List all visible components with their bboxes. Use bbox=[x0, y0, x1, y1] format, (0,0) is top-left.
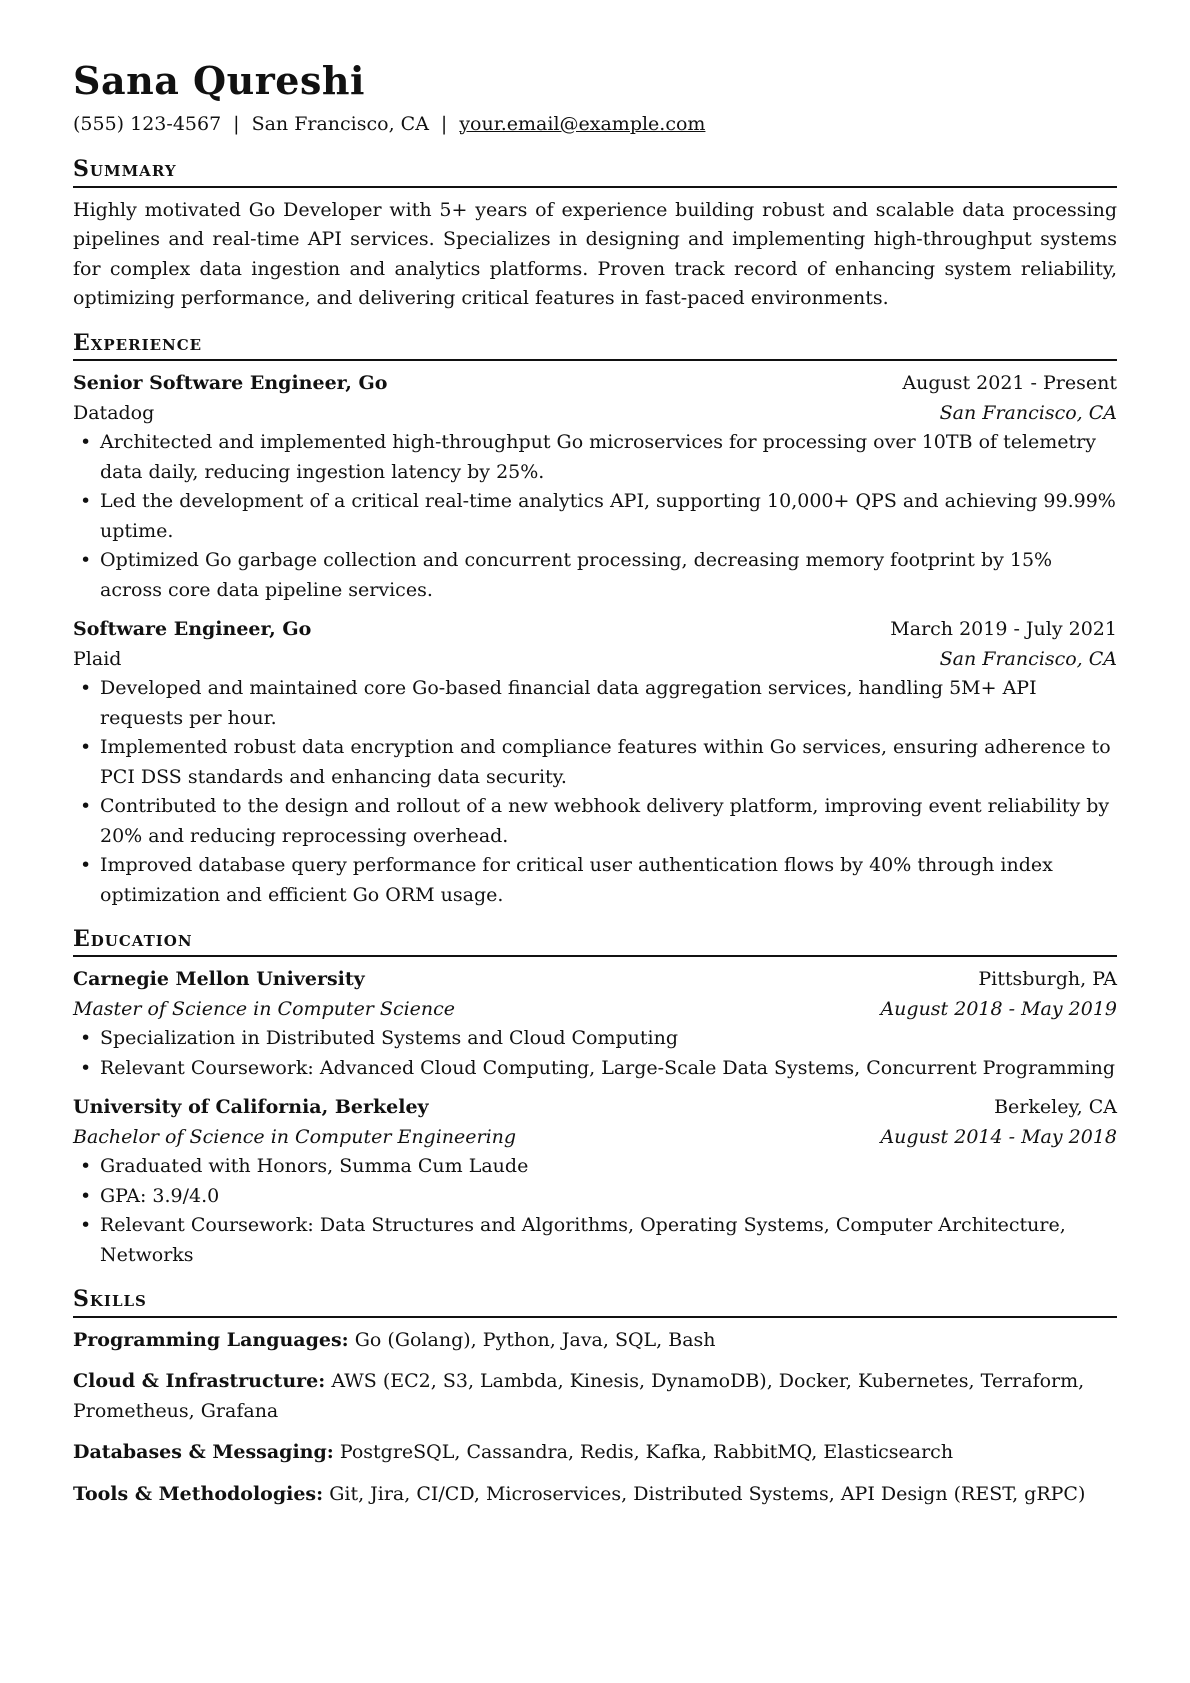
education-subheader bbox=[73, 1123, 1117, 1153]
skill-row bbox=[73, 1326, 1117, 1356]
list-item: • Specialization in Distributed Systems and Cloud Computing bbox=[73, 1024, 1117, 1054]
skill-value: Go (Golang), Python, Java, SQL, Bash bbox=[354, 1328, 716, 1351]
list-item: • Developed and maintained core Go-based financial data aggregation services, handling 5M+ API requests per hour. bbox=[73, 674, 1117, 733]
education-bullets bbox=[73, 1152, 1117, 1270]
school-location: Pittsburgh, PA bbox=[978, 968, 1117, 991]
school-location: Berkeley, CA bbox=[994, 1096, 1117, 1119]
job-role: Software Engineer, Go bbox=[73, 618, 312, 641]
school-name: Carnegie Mellon University bbox=[73, 968, 365, 991]
list-item: • Improved database query performance for critical user authentication flows by 40% through index optimization and efficient Go ORM usage. bbox=[73, 851, 1117, 910]
skill-row bbox=[73, 1438, 1117, 1468]
job-dates: March 2019 - July 2021 bbox=[890, 618, 1117, 641]
skill-value: PostgreSQL, Cassandra, Redis, Kafka, RabbitMQ, Elasticsearch bbox=[339, 1441, 954, 1464]
skill-value: AWS (EC2, S3, Lambda, Kinesis, DynamoDB), Docker, Kubernetes, Terraform, Prometheus, Grafana bbox=[73, 1370, 1085, 1422]
job-dates: August 2021 - Present bbox=[902, 372, 1117, 395]
email-link[interactable]: your.email@example.com bbox=[459, 112, 706, 135]
job-entry bbox=[73, 615, 1117, 910]
skill-value: Git, Jira, CI/CD, Microservices, Distributed Systems, API Design (REST, gRPC) bbox=[329, 1482, 1086, 1505]
education-dates: August 2018 - May 2019 bbox=[880, 997, 1117, 1020]
skill-label: Programming Languages: bbox=[73, 1328, 349, 1351]
education-entry bbox=[73, 1093, 1117, 1270]
contact-line bbox=[73, 112, 1117, 137]
job-header bbox=[73, 615, 1117, 645]
job-company: Datadog bbox=[73, 401, 155, 424]
job-bullets bbox=[73, 428, 1117, 605]
contact-separator: | bbox=[233, 112, 240, 135]
location: San Francisco, CA bbox=[251, 112, 429, 135]
section-title-education: Education bbox=[73, 926, 1117, 957]
education-bullets bbox=[73, 1024, 1117, 1083]
phone-number: (555) 123-4567 bbox=[73, 112, 222, 135]
education-header bbox=[73, 965, 1117, 995]
job-role: Senior Software Engineer, Go bbox=[73, 372, 388, 395]
job-bullets bbox=[73, 674, 1117, 910]
summary-section bbox=[73, 156, 1117, 313]
skill-label: Tools & Methodologies: bbox=[73, 1482, 324, 1505]
summary-text: Highly motivated Go Developer with 5+ years of experience building robust and scalable data processing pipelines and real-time API services. Specializes in designing and implementing high-throughput systems for complex data ingestion and analytics platforms. Proven track record of enhancing system reliability, optimizing performance, and delivering critical features in fast-paced environments. bbox=[73, 198, 1117, 310]
list-item: • Led the development of a critical real-time analytics API, supporting 10,000+ QPS and achieving 99.99% uptime. bbox=[73, 487, 1117, 546]
list-item: • Architected and implemented high-throughput Go microservices for processing over 10TB of telemetry data daily, reducing ingestion latency by 25%. bbox=[73, 428, 1117, 487]
skill-row bbox=[73, 1480, 1117, 1510]
job-subheader bbox=[73, 399, 1117, 429]
job-location: San Francisco, CA bbox=[939, 401, 1117, 424]
education-dates: August 2014 - May 2018 bbox=[880, 1125, 1117, 1148]
list-item: • Graduated with Honors, Summa Cum Laude bbox=[73, 1152, 1117, 1182]
skill-label: Databases & Messaging: bbox=[73, 1441, 334, 1464]
skill-row bbox=[73, 1367, 1117, 1426]
candidate-name: Sana Qureshi bbox=[73, 58, 365, 103]
section-title-skills: Skills bbox=[73, 1286, 1117, 1317]
job-header bbox=[73, 369, 1117, 399]
school-name: University of California, Berkeley bbox=[73, 1096, 429, 1119]
job-subheader bbox=[73, 645, 1117, 675]
list-item: • GPA: 3.9/4.0 bbox=[73, 1182, 1117, 1212]
degree: Bachelor of Science in Computer Engineering bbox=[73, 1125, 517, 1148]
education-subheader bbox=[73, 995, 1117, 1025]
section-title-experience: Experience bbox=[73, 330, 1117, 361]
contact-separator: | bbox=[440, 112, 448, 135]
list-item: • Implemented robust data encryption and compliance features within Go services, ensuring adherence to PCI DSS standards and enhancing data security. bbox=[73, 733, 1117, 792]
section-title-summary: Summary bbox=[73, 156, 1117, 187]
list-item: • Relevant Coursework: Advanced Cloud Computing, Large-Scale Data Systems, Concurrent Programming bbox=[73, 1054, 1117, 1084]
job-company: Plaid bbox=[73, 647, 122, 670]
list-item: • Relevant Coursework: Data Structures and Algorithms, Operating Systems, Computer Architecture, Networks bbox=[73, 1211, 1117, 1270]
skills-section bbox=[73, 1286, 1117, 1509]
education-entry bbox=[73, 965, 1117, 1083]
skill-label: Cloud & Infrastructure: bbox=[73, 1370, 326, 1393]
list-item: • Contributed to the design and rollout of a new webhook delivery platform, improving event reliability by 20% and reducing reprocessing overhead. bbox=[73, 792, 1117, 851]
education-header bbox=[73, 1093, 1117, 1123]
list-item: • Optimized Go garbage collection and concurrent processing, decreasing memory footprint by 15% across core data pipeline services. bbox=[73, 546, 1117, 605]
job-location: San Francisco, CA bbox=[939, 647, 1117, 670]
education-section bbox=[73, 926, 1117, 1270]
job-entry bbox=[73, 369, 1117, 605]
experience-section bbox=[73, 330, 1117, 910]
degree: Master of Science in Computer Science bbox=[73, 997, 456, 1020]
